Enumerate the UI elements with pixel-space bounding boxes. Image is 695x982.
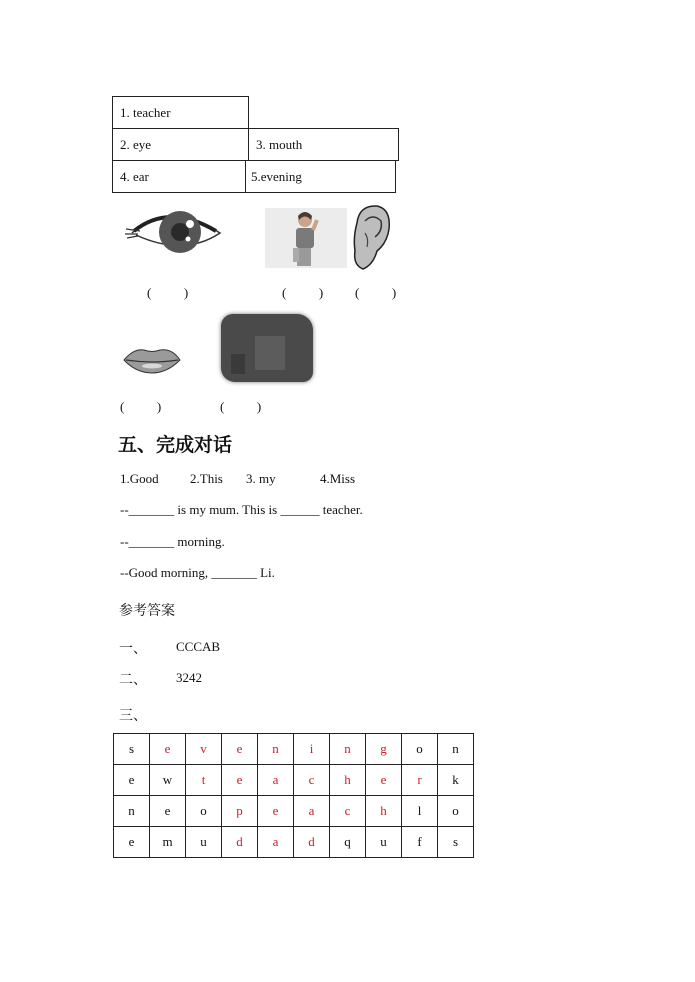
grid-cell: n xyxy=(114,796,150,827)
word-search-grid xyxy=(113,733,474,858)
section-title: 五、完成对话 xyxy=(118,434,233,456)
grid-cell: t xyxy=(186,765,222,796)
grid-cell: s xyxy=(438,827,474,858)
cell-label: 1. teacher xyxy=(120,104,171,120)
eye-image-icon xyxy=(124,205,224,260)
grid-cell: h xyxy=(366,796,402,827)
dialogue-line: --_______ morning. xyxy=(120,534,225,549)
grid-row xyxy=(114,734,474,765)
answer-blank-evening xyxy=(220,399,261,415)
answer-blank-ear xyxy=(355,285,396,301)
option-good: 1.Good xyxy=(120,471,159,486)
grid-cell: c xyxy=(330,796,366,827)
evening-image-icon xyxy=(221,314,313,382)
cell-label: 3. mouth xyxy=(256,136,303,152)
grid-cell: a xyxy=(294,796,330,827)
table-cell-ear xyxy=(112,160,246,193)
table-cell-mouth xyxy=(248,128,399,161)
grid-cell: h xyxy=(330,765,366,796)
answer-key-title: 参考答案 xyxy=(119,603,175,619)
option-my: 3. my xyxy=(246,471,276,486)
grid-cell: u xyxy=(186,827,222,858)
dialogue-line: --_______ is my mum. This is ______ teacher. xyxy=(120,502,363,517)
grid-cell: g xyxy=(366,734,402,765)
grid-cell: q xyxy=(330,827,366,858)
grid-cell: e xyxy=(114,765,150,796)
grid-cell: e xyxy=(222,765,258,796)
blank-text: ( ) xyxy=(120,399,162,414)
ear-image-icon xyxy=(349,203,393,271)
mouth-image-icon xyxy=(122,345,182,375)
grid-cell: d xyxy=(294,827,330,858)
answer-blank-mouth xyxy=(120,399,161,415)
grid-cell: e xyxy=(258,796,294,827)
option-this: 2.This xyxy=(190,471,223,486)
blank-text: ( ) xyxy=(355,285,397,300)
grid-cell: f xyxy=(402,827,438,858)
grid-cell: a xyxy=(258,765,294,796)
grid-cell: e xyxy=(150,796,186,827)
grid-cell: u xyxy=(366,827,402,858)
answer-num: 三、 xyxy=(119,708,147,724)
grid-cell: c xyxy=(294,765,330,796)
answer-blank-teacher xyxy=(282,285,323,301)
teacher-image-icon xyxy=(265,208,347,268)
grid-cell: e xyxy=(150,734,186,765)
blank-text: ( ) xyxy=(282,285,324,300)
grid-cell: n xyxy=(258,734,294,765)
grid-cell: m xyxy=(150,827,186,858)
cell-label: 5.evening xyxy=(251,168,302,184)
grid-cell: n xyxy=(438,734,474,765)
table-cell-eye xyxy=(112,128,249,161)
grid-cell: o xyxy=(186,796,222,827)
grid-cell: l xyxy=(402,796,438,827)
table-cell-evening xyxy=(245,160,396,193)
dialogue-line: --Good morning, _______ Li. xyxy=(120,565,275,580)
cell-label: 2. eye xyxy=(120,136,152,152)
grid-cell: d xyxy=(222,827,258,858)
option-miss: 4.Miss xyxy=(320,471,356,486)
grid-cell: e xyxy=(114,827,150,858)
grid-row xyxy=(114,827,474,858)
table-cell-teacher xyxy=(112,96,249,129)
grid-row xyxy=(114,796,474,827)
answer-blank-eye xyxy=(147,285,188,301)
answer-num: 一、 xyxy=(119,641,147,657)
grid-cell: e xyxy=(222,734,258,765)
grid-cell: k xyxy=(438,765,474,796)
grid-cell: s xyxy=(114,734,150,765)
grid-cell: a xyxy=(258,827,294,858)
answer-num: 二、 xyxy=(119,672,147,688)
answer-value: CCCAB xyxy=(176,639,221,654)
grid-cell: o xyxy=(402,734,438,765)
blank-text: ( ) xyxy=(147,285,189,300)
blank-text: ( ) xyxy=(220,399,262,414)
grid-cell: p xyxy=(222,796,258,827)
grid-cell: w xyxy=(150,765,186,796)
grid-cell: n xyxy=(330,734,366,765)
grid-cell: i xyxy=(294,734,330,765)
grid-cell: r xyxy=(402,765,438,796)
cell-label: 4. ear xyxy=(120,168,149,184)
grid-row xyxy=(114,765,474,796)
answer-value: 3242 xyxy=(176,670,202,685)
grid-cell: v xyxy=(186,734,222,765)
grid-cell: e xyxy=(366,765,402,796)
grid-cell: o xyxy=(438,796,474,827)
